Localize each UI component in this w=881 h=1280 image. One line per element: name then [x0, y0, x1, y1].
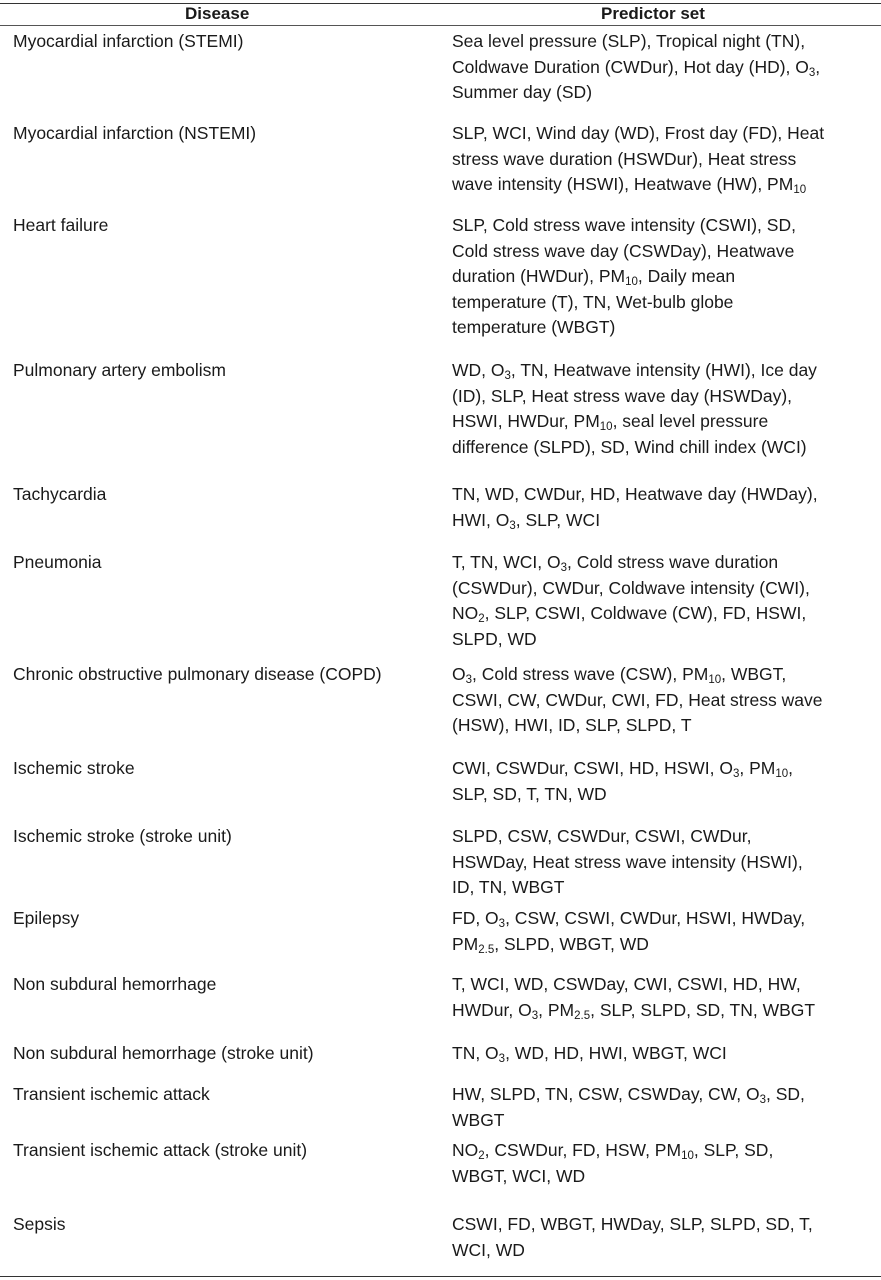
predictor-set-cell	[452, 1138, 867, 1189]
predictor-set-cell	[452, 972, 867, 1023]
disease-cell: Ischemic stroke (stroke unit)	[13, 826, 232, 846]
predictor-set-cell	[452, 213, 867, 341]
predictor-text: , Cold stress wave (CSW), PM	[472, 664, 709, 684]
subscript-text: 3	[759, 1094, 766, 1106]
predictor-text: , CSW, CSWI, CWDur, HSWI, HWDay, PM	[452, 908, 806, 954]
predictor-text: , SLP, SLPD, SD, TN, WBGT	[590, 999, 816, 1020]
subscript-text: 10	[681, 1150, 694, 1162]
predictor-text: , Daily mean temperature (T), TN, Wet-bulb globe temperature (WBGT)	[452, 266, 736, 337]
subscript-text: 3	[531, 1009, 539, 1022]
table-bottom-rule	[0, 1276, 881, 1277]
predictor-text: , seal level pressure difference (SLPD), SD, Wind chill index (WCI)	[452, 411, 807, 457]
subscript-text: 2.5	[478, 943, 495, 956]
predictor-set-cell	[452, 824, 867, 901]
predictor-text: , SLP, CSWI, Coldwave (CW), FD, HSWI, SLPD, WD	[452, 603, 807, 649]
disease-cell: Non subdural hemorrhage	[13, 974, 217, 994]
predictor-text: , Summer day (SD)	[452, 56, 821, 102]
predictor-set-cell	[452, 550, 867, 652]
subscript-text: 10	[625, 276, 638, 288]
predictor-text: , CSWDur, FD, HSW, PM	[484, 1140, 682, 1160]
predictor-text: CSWI, FD, WBGT, HWDay, SLP, SLPD, SD, T, WCI, WD	[452, 1214, 813, 1260]
disease-cell: Non subdural hemorrhage (stroke unit)	[13, 1043, 314, 1063]
predictor-set-cell	[452, 1041, 867, 1067]
subscript-text: 3	[808, 66, 816, 79]
disease-cell: Transient ischemic attack	[13, 1084, 210, 1104]
subscript-text: 3	[504, 370, 511, 382]
predictor-text: Sea level pressure (SLP), Tropical night (TN), Coldwave Duration (CWDur), Hot day (HD), O	[452, 31, 809, 77]
disease-cell: Chronic obstructive pulmonary disease (COPD)	[13, 664, 382, 684]
subscript-text: 3	[732, 768, 740, 780]
subscript-text: 10	[775, 768, 789, 780]
predictor-text: , SLP, SD, WBGT, WCI, WD	[452, 1140, 774, 1186]
column-header-predictor-set: Predictor set	[601, 4, 705, 23]
predictor-text: T, TN, WCI, O	[452, 552, 561, 572]
disease-cell: Myocardial infarction (STEMI)	[13, 31, 244, 51]
subscript-text: 3	[560, 562, 567, 574]
predictor-text: SLP, WCI, Wind day (WD), Frost day (FD), Heat stress wave duration (HSWDur), Heat stress wave intensity (HSWI), Heatwave (HW), PM	[452, 123, 825, 194]
predictor-text: TN, O	[452, 1043, 499, 1063]
predictor-text: FD, O	[452, 908, 499, 928]
table-top-rule	[0, 3, 881, 4]
predictor-text: TN, WD, CWDur, HD, Heatwave day (HWDay), HWI, O	[452, 484, 818, 530]
subscript-text: 2.5	[574, 1009, 591, 1022]
predictor-text: CWI, CSWDur, CSWI, HD, HSWI, O	[452, 758, 733, 778]
predictor-text: WD, O	[452, 360, 505, 380]
disease-cell: Tachycardia	[13, 484, 107, 504]
predictor-text: NO	[452, 1140, 479, 1160]
subscript-text: 2	[478, 613, 485, 625]
predictor-text: , SD, WBGT	[452, 1084, 805, 1130]
subscript-text: 2	[478, 1150, 485, 1162]
predictor-set-cell	[452, 358, 867, 460]
disease-cell: Ischemic stroke	[13, 758, 135, 778]
predictor-text: , WBGT, CSWI, CW, CWDur, CWI, FD, Heat stress wave (HSW), HWI, ID, SLP, SLPD, T	[452, 664, 823, 735]
subscript-text: 10	[708, 674, 722, 686]
predictor-text: O	[452, 664, 466, 684]
predictor-set-cell	[452, 482, 867, 533]
subscript-text: 3	[465, 674, 473, 686]
disease-cell: Myocardial infarction (NSTEMI)	[13, 123, 257, 143]
predictor-set-cell	[452, 756, 867, 807]
column-header-disease: Disease	[185, 4, 250, 23]
predictor-set-cell	[452, 1212, 867, 1263]
predictor-text: SLP, Cold stress wave intensity (CSWI), SD, Cold stress wave day (CSWDay), Heatwave duration (HWDur), PM	[452, 215, 796, 286]
predictor-set-cell	[452, 662, 867, 739]
disease-cell: Pneumonia	[13, 552, 102, 572]
subscript-text: 3	[498, 1053, 506, 1065]
disease-cell: Transient ischemic attack (stroke unit)	[13, 1140, 308, 1160]
predictor-text: T, WCI, WD, CSWDay, CWI, CSWI, HD, HW, HWDur, O	[452, 974, 801, 1020]
predictor-text: , PM	[739, 758, 776, 778]
disease-cell: Heart failure	[13, 215, 109, 235]
predictor-set-cell	[452, 121, 867, 198]
header-rule	[0, 25, 881, 26]
disease-cell: Sepsis	[13, 1214, 66, 1234]
subscript-text: 10	[599, 421, 613, 433]
predictor-text: , Cold stress wave duration (CSWDur), CWDur, Coldwave intensity (CWI), NO	[452, 552, 810, 623]
predictor-text: SLPD, CSW, CSWDur, CSWI, CWDur, HSWDay, Heat stress wave intensity (HSWI), ID, TN, WBGT	[452, 826, 803, 897]
disease-cell: Pulmonary artery embolism	[13, 360, 226, 380]
predictor-text: HW, SLPD, TN, CSW, CSWDay, CW, O	[452, 1084, 760, 1104]
predictor-set-cell	[452, 1082, 867, 1133]
predictor-text: , PM	[538, 999, 575, 1020]
predictor-text: , SLP, WCI	[515, 509, 601, 530]
subscript-text: 3	[498, 918, 506, 930]
predictor-set-cell	[452, 906, 867, 957]
predictor-text: , WD, HD, HWI, WBGT, WCI	[505, 1043, 727, 1063]
subscript-text: 3	[509, 519, 516, 532]
predictor-text: , SLP, SD, T, TN, WD	[452, 758, 794, 804]
disease-cell: Epilepsy	[13, 908, 80, 928]
subscript-text: 10	[793, 184, 807, 196]
predictor-text: , SLPD, WBGT, WD	[494, 933, 649, 954]
predictor-set-cell	[452, 29, 867, 106]
predictor-text: , TN, Heatwave intensity (HWI), Ice day (ID), SLP, Heat stress wave day (HSWDay), HSWI, HWDur, PM	[452, 360, 817, 431]
